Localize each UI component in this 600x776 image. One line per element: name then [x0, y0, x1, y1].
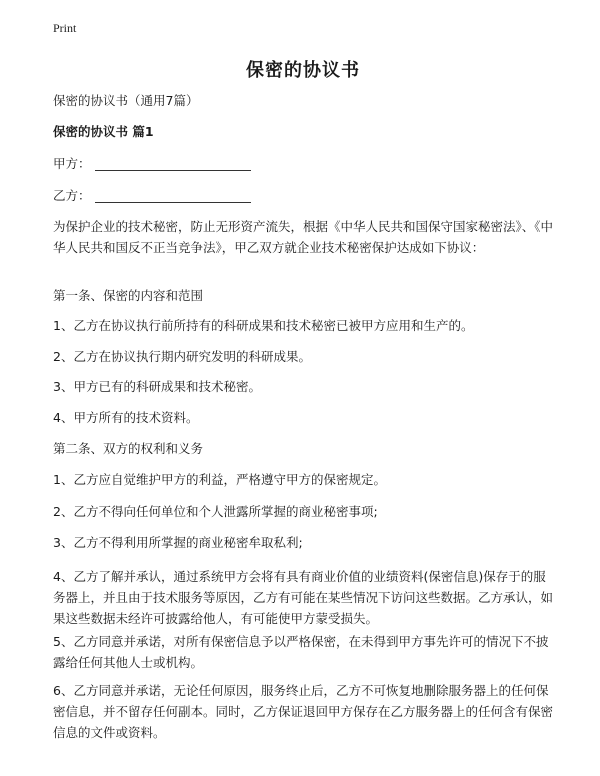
article-1-item: 4、甲方所有的技术资料。 — [53, 410, 199, 425]
article-2-item: 4、乙方了解并承认，通过系统甲方会将有具有商业价值的业绩资料(保密信息)保存于的服务器上，并且由于技术服务等原因，乙方有可能在某些情况下访问这些数据。乙方承认，如果这些数据未经许可披露给他人，有可能使甲方蒙受损失。 — [53, 569, 554, 626]
article-2-item: 6、乙方同意并承诺，无论任何原因，服务终止后，乙方不可恢复地删除服务器上的任何保密信息，并不留存任何副本。同时，乙方保证退回甲方保存在乙方服务器上的任何含有保密信息的文件或资料。 — [53, 683, 554, 740]
party-b-blank — [95, 188, 251, 203]
article-1-item: 1、乙方在协议执行前所持有的科研成果和技术秘密已被甲方应用和生产的。 — [53, 318, 474, 333]
article-1-item: 2、乙方在协议执行期内研究发明的科研成果。 — [53, 349, 311, 364]
article-2-item: 2、乙方不得向任何单位和个人泄露所掌握的商业秘密事项; — [53, 504, 378, 519]
article-2-heading: 第二条、双方的权利和义务 — [53, 441, 204, 456]
print-link[interactable]: Print — [53, 21, 77, 35]
article-2-item: 1、乙方应自觉维护甲方的利益，严格遵守甲方的保密规定。 — [53, 472, 386, 487]
document-subtitle: 保密的协议书（通用7篇） — [53, 93, 199, 108]
article-1-item: 3、甲方已有的科研成果和技术秘密。 — [53, 379, 261, 394]
party-b-label: 乙方： — [53, 188, 91, 203]
document-title: 保密的协议书 — [246, 60, 360, 81]
section-heading: 保密的协议书 篇1 — [53, 124, 154, 139]
party-a-blank — [95, 156, 251, 171]
party-b-line — [53, 186, 553, 206]
article-2-item: 5、乙方同意并承诺，对所有保密信息予以严格保密，在未得到甲方事先许可的情况下不披露给任何其他人士或机构。 — [53, 634, 549, 670]
party-a-line — [53, 154, 553, 174]
article-2-item: 3、乙方不得利用所掌握的商业秘密牟取私利; — [53, 535, 303, 550]
article-1-heading: 第一条、保密的内容和范围 — [53, 288, 204, 303]
party-a-label: 甲方： — [53, 156, 91, 171]
intro-paragraph: 为保护企业的技术秘密，防止无形资产流失，根据《中华人民共和国保守国家秘密法》、《中华人民共和国反不正当竞争法》，甲乙双方就企业技术秘密保护达成如下协议： — [53, 219, 554, 255]
